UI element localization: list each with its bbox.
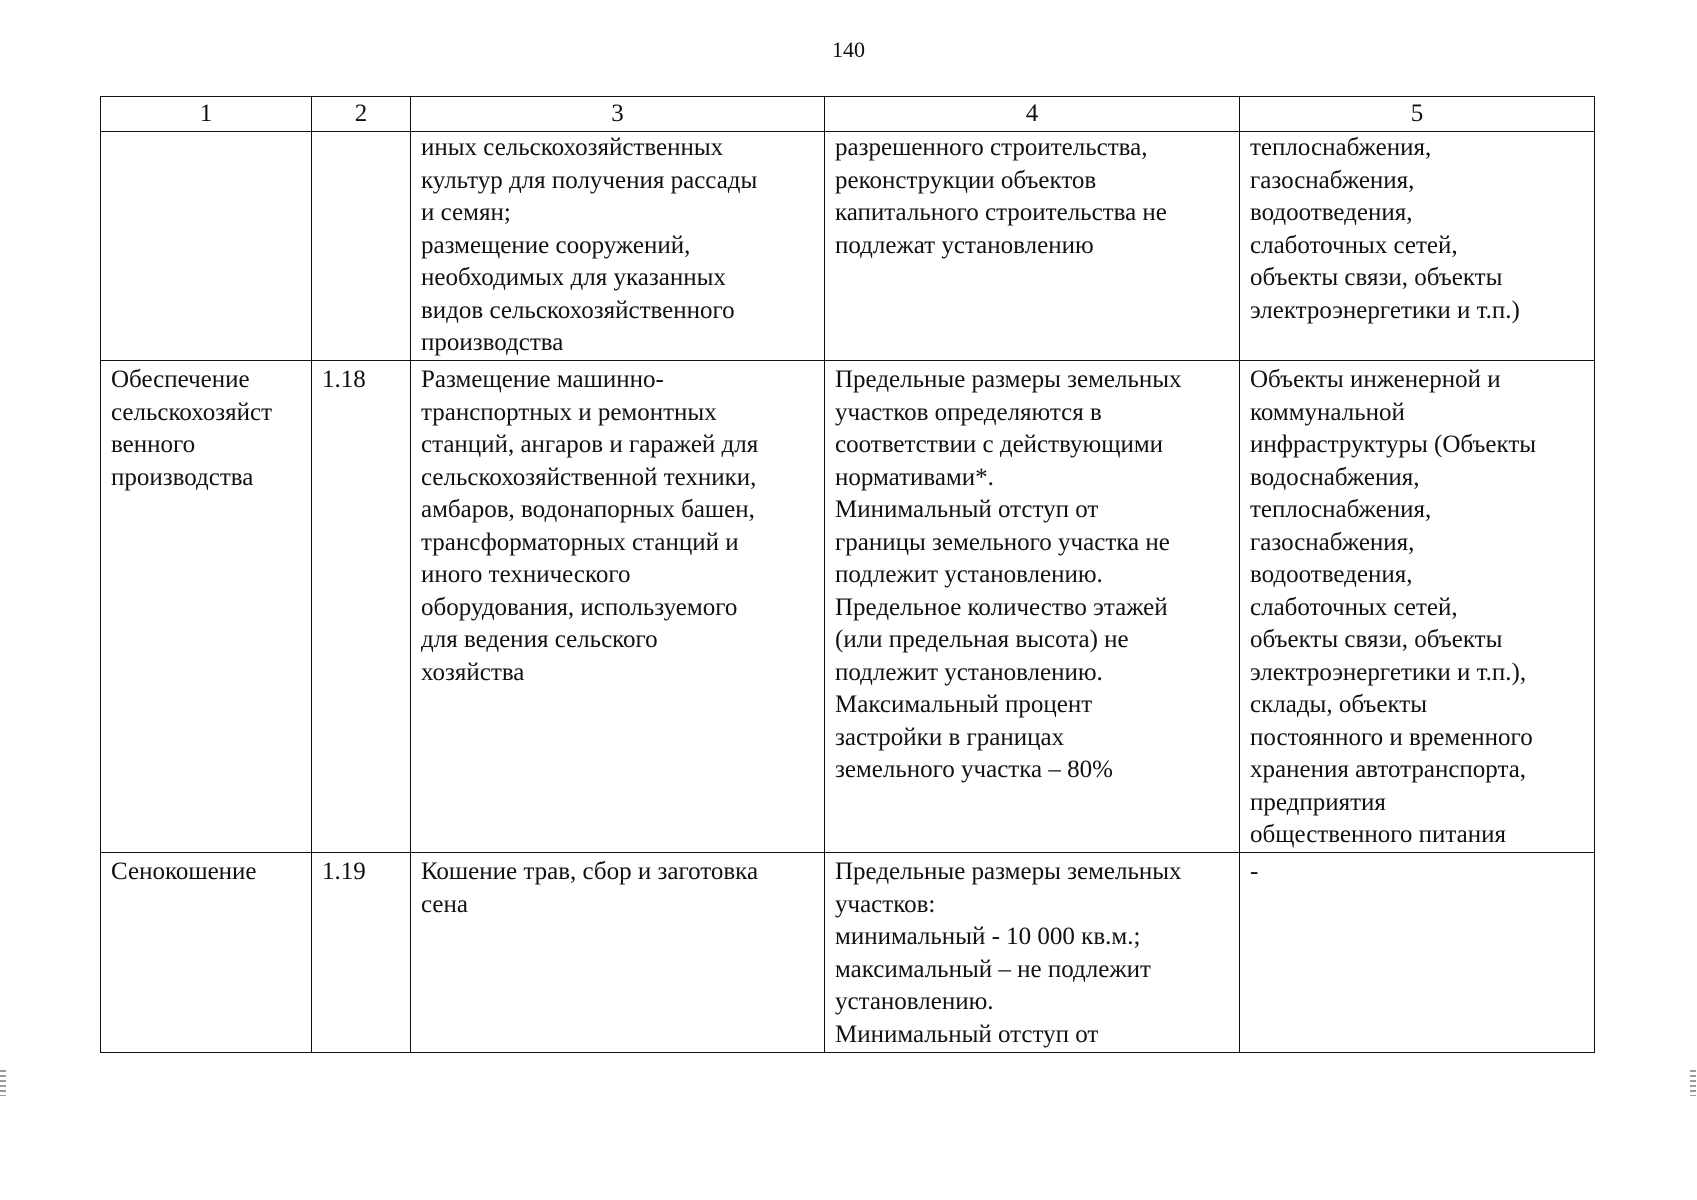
land-use-table	[100, 96, 1595, 1053]
scan-margin-mark-right	[1690, 1070, 1696, 1096]
column-header-2: 2	[312, 97, 411, 132]
use-name-cell	[101, 132, 312, 361]
use-code-cell	[312, 132, 411, 361]
use-description-cell: Размещение машинно- транспортных и ремонтных станций, ангаров и гаражей для сельскохозяйственной техники, амбаров, водонапорных башен, трансформаторных станций и иного технического оборудования, используемого для ведения сельского хозяйства	[411, 361, 825, 853]
page-number: 140	[832, 37, 865, 62]
use-description-cell: Кошение трав, сбор и заготовка сена	[411, 853, 825, 1053]
column-header-4: 4	[825, 97, 1240, 132]
table-header	[101, 97, 1595, 132]
use-name-cell: Сенокошение	[101, 853, 312, 1053]
table-body	[101, 132, 1595, 1053]
column-header-5: 5	[1240, 97, 1595, 132]
use-code-cell: 1.19	[312, 853, 411, 1053]
use-parameters-cell: Предельные размеры земельных участков определяются в соответствии с действующими нормативами*. Минимальный отступ от границы земельного участка не подлежит установлению. Предельное количество этажей (или предельная высота) не подлежит установлению. Максимальный процент застройки в границах земельного участка – 80%	[825, 361, 1240, 853]
auxiliary-uses-cell: -	[1240, 853, 1595, 1053]
header-row	[101, 97, 1595, 132]
table-row	[101, 361, 1595, 853]
table-row	[101, 853, 1595, 1053]
use-code-cell: 1.18	[312, 361, 411, 853]
column-header-1: 1	[101, 97, 312, 132]
use-parameters-cell: разрешенного строительства, реконструкции объектов капитального строительства не подлежат установлению	[825, 132, 1240, 361]
use-description-cell: иных сельскохозяйственных культур для получения рассады и семян; размещение сооружений, необходимых для указанных видов сельскохозяйственного производства	[411, 132, 825, 361]
use-name-cell: Обеспечение сельскохозяйст венного производства	[101, 361, 312, 853]
table-row	[101, 132, 1595, 361]
scan-margin-mark-left	[0, 1070, 6, 1096]
auxiliary-uses-cell: теплоснабжения, газоснабжения, водоотведения, слаботочных сетей, объекты связи, объекты электроэнергетики и т.п.)	[1240, 132, 1595, 361]
column-header-3: 3	[411, 97, 825, 132]
auxiliary-uses-cell: Объекты инженерной и коммунальной инфраструктуры (Объекты водоснабжения, теплоснабжения, газоснабжения, водоотведения, слаботочных сетей, объекты связи, объекты электроэнергетики и т.п.), склады, объекты постоянного и временного хранения автотранспорта, предприятия общественного питания	[1240, 361, 1595, 853]
use-parameters-cell: Предельные размеры земельных участков: минимальный - 10 000 кв.м.; максимальный – не подлежит установлению. Минимальный отступ от	[825, 853, 1240, 1053]
